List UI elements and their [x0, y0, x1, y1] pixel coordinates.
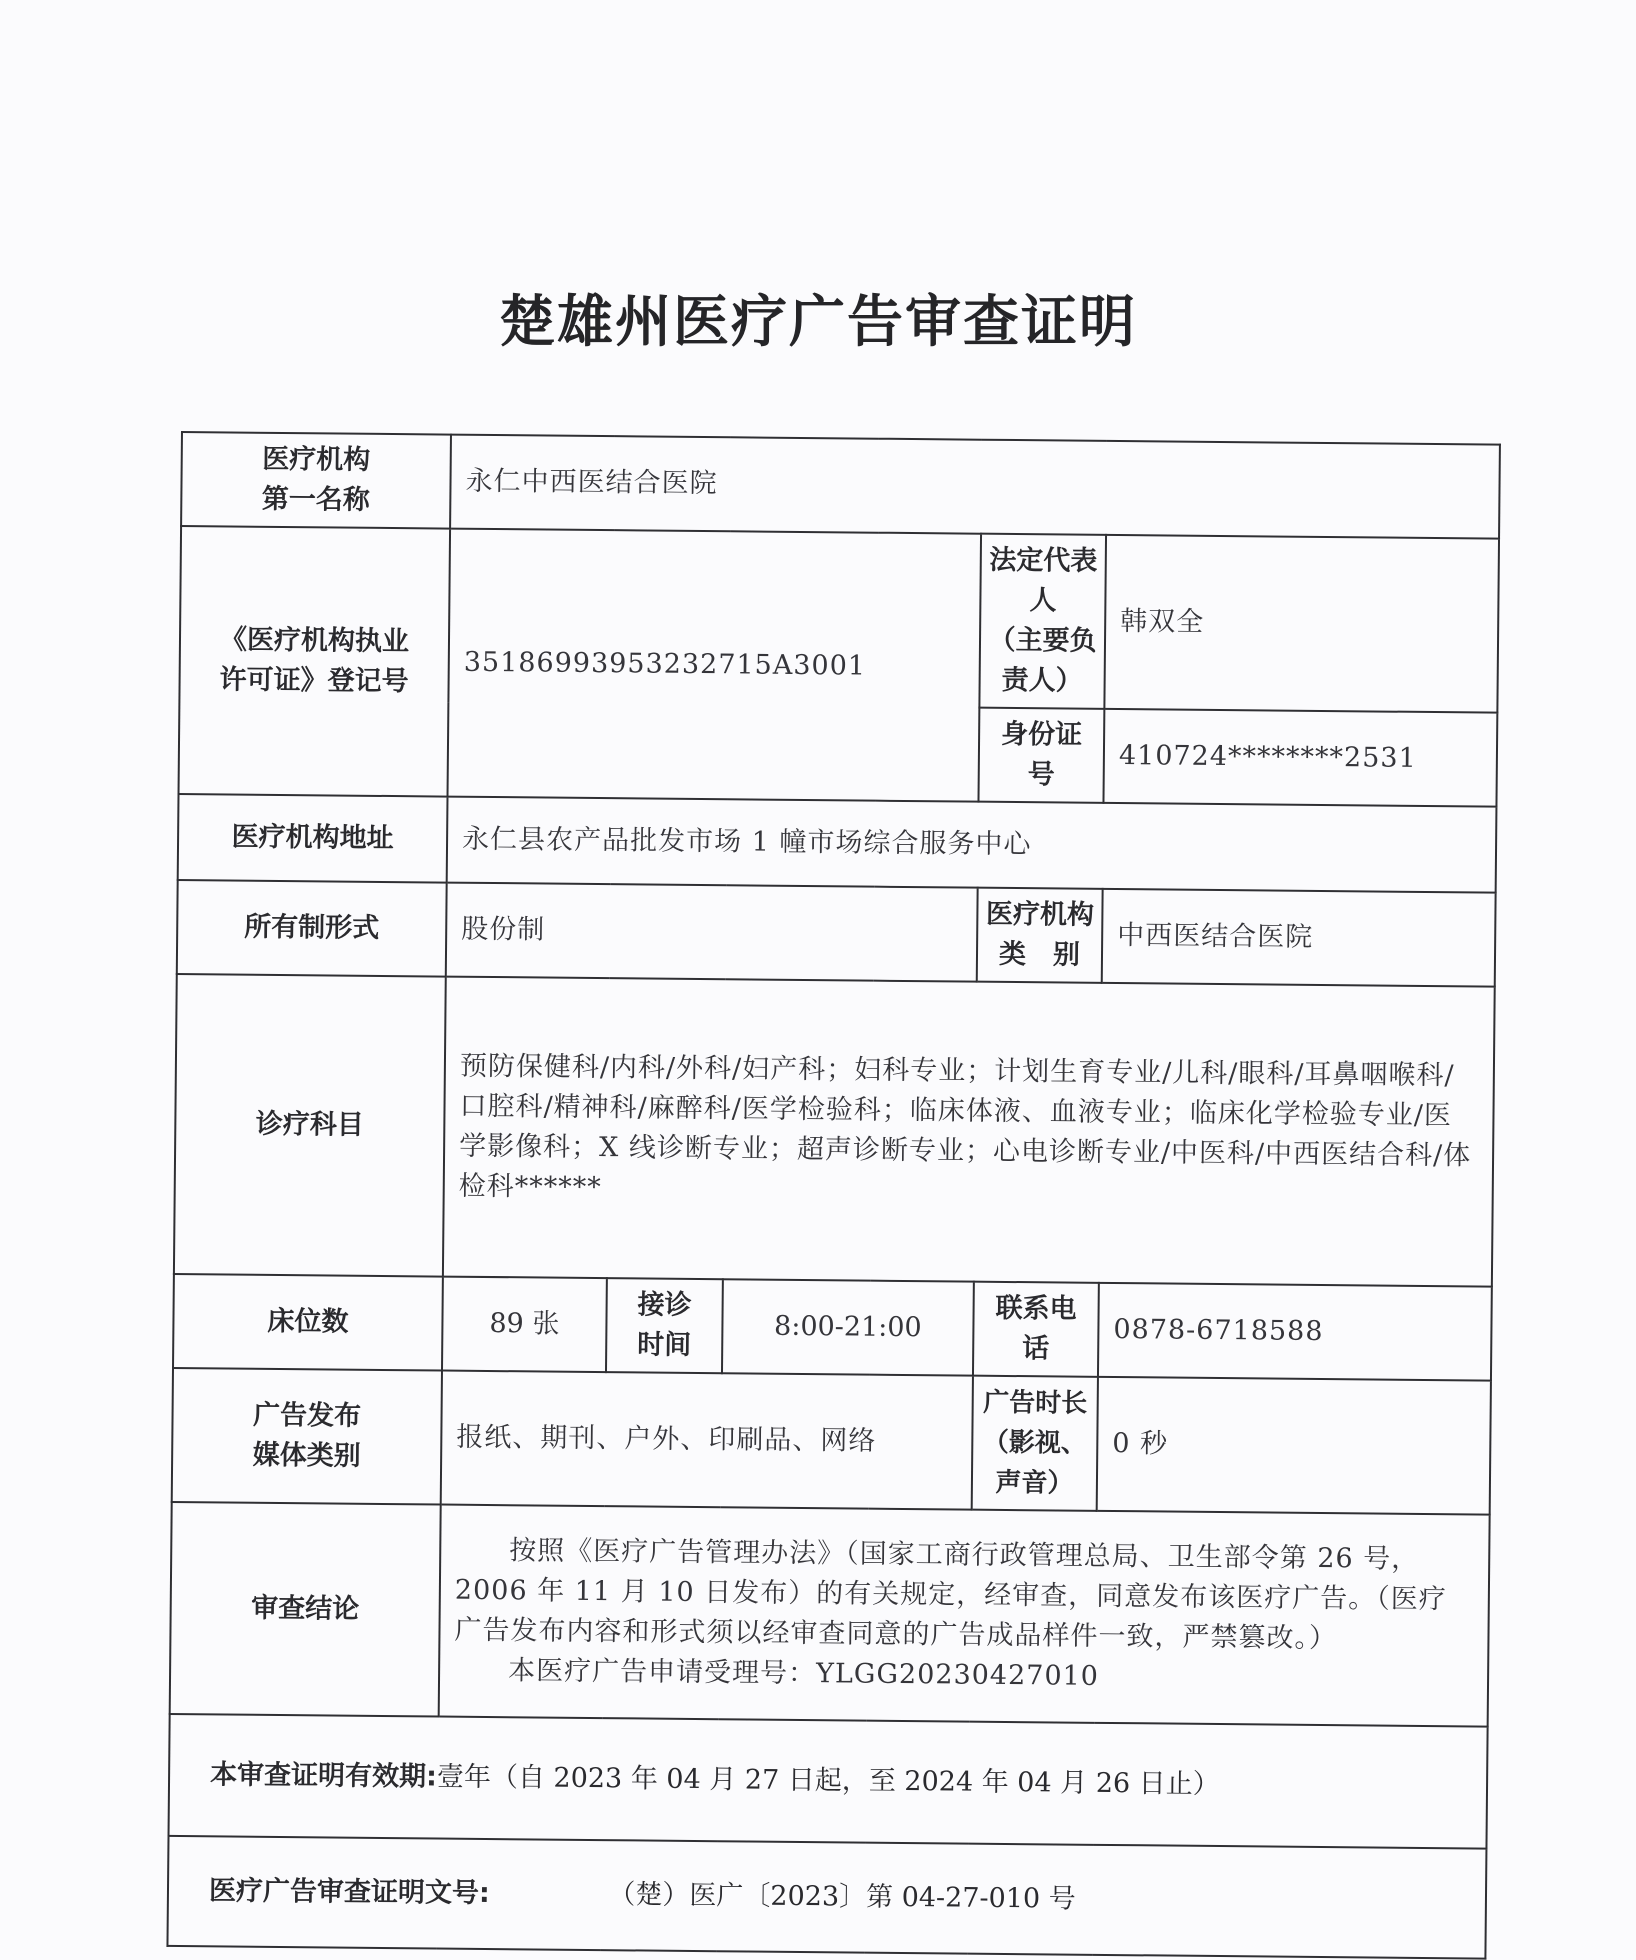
- address-value: 永仁县农产品批发市场 1 幢市场综合服务中心: [447, 797, 1497, 893]
- hours-label: 接诊 时间: [606, 1278, 723, 1373]
- validity-label: 本审查证明有效期:: [209, 1759, 438, 1793]
- legal-rep-value: 韩双全: [1104, 535, 1499, 713]
- validity-value: 壹年（自 2023 年 04 月 27 日起，至 2024 年 04 月 26 日止）: [436, 1761, 1220, 1801]
- license-label: 《医疗机构执业 许可证》登记号: [179, 526, 451, 797]
- doc-number-value: （楚）医广〔2023〕第 04-27-010 号: [608, 1879, 1076, 1915]
- application-number: 本医疗广告申请受理号：YLGG20230427010: [507, 1655, 1100, 1692]
- doc-number-cell: [167, 1836, 1486, 1959]
- row-doc-number: [167, 1836, 1486, 1959]
- id-number-value: 410724********2531: [1103, 709, 1497, 807]
- id-number-label: 身份证号: [978, 708, 1104, 803]
- institution-name-value: 永仁中西医结合医院: [450, 435, 1500, 539]
- conclusion-label: 审查结论: [170, 1502, 441, 1717]
- ownership-label: 所有制形式: [177, 880, 447, 977]
- departments-label: 诊疗科目: [174, 974, 446, 1277]
- category-label: 医疗机构 类 别: [977, 888, 1103, 983]
- media-value: 报纸、期刊、户外、印刷品、网络: [441, 1371, 973, 1510]
- row-address: [178, 794, 1497, 893]
- document-title: 楚雄州医疗广告审查证明: [499, 290, 1137, 355]
- row-ownership: [177, 880, 1496, 987]
- category-value: 中西医结合医院: [1102, 889, 1496, 987]
- conclusion-paragraph: 按照《医疗广告管理办法》（国家工商行政管理总局、卫生部令第 26 号，2006 年 11 月 10 日发布）的有关规定，经审查，同意发布该医疗广告。（医疗广告发布内容和形式须以经审查同意的广告成品样件一致，严禁篡改。）: [454, 1535, 1447, 1655]
- ownership-value: 股份制: [446, 883, 978, 982]
- duration-value: 0 秒: [1097, 1377, 1491, 1515]
- certificate-table: [166, 431, 1500, 1960]
- beds-label: 床位数: [173, 1274, 443, 1371]
- institution-name-label: 医疗机构 第一名称: [181, 432, 451, 529]
- duration-label: 广告时长 （影视、声音）: [972, 1376, 1098, 1511]
- validity-cell: [169, 1714, 1488, 1849]
- row-conclusion: [170, 1502, 1490, 1727]
- phone-label: 联系电话: [973, 1282, 1099, 1377]
- license-value: 35186993953232715A3001: [448, 529, 982, 802]
- row-license: [179, 526, 1499, 713]
- row-media-duration: [172, 1368, 1491, 1515]
- row-departments: [174, 974, 1495, 1287]
- phone-value: 0878-6718588: [1098, 1283, 1492, 1381]
- doc-number-label: 医疗广告审查证明文号:: [208, 1875, 490, 1910]
- legal-rep-label: 法定代表人 （主要负责人）: [979, 534, 1106, 709]
- beds-value: 89 张: [442, 1277, 607, 1373]
- media-label: 广告发布 媒体类别: [172, 1368, 442, 1505]
- conclusion-value: [439, 1505, 1490, 1727]
- row-validity: [169, 1714, 1488, 1849]
- departments-value: 预防保健科/内科/外科/妇产科；妇科专业；计划生育专业/儿科/眼科/耳鼻咽喉科/口腔科/精神科/麻醉科/医学检验科；临床体液、血液专业；临床化学检验专业/医学影像科；X 线诊断专业；超声诊断专业；心电诊断专业/中医科/中西医结合科/体检科******: [443, 977, 1495, 1287]
- address-label: 医疗机构地址: [178, 794, 448, 883]
- row-institution-name: [181, 432, 1500, 539]
- certificate-form: [166, 431, 1498, 1960]
- row-beds-hours-phone: [173, 1274, 1492, 1381]
- hours-value: 8:00-21:00: [722, 1279, 974, 1375]
